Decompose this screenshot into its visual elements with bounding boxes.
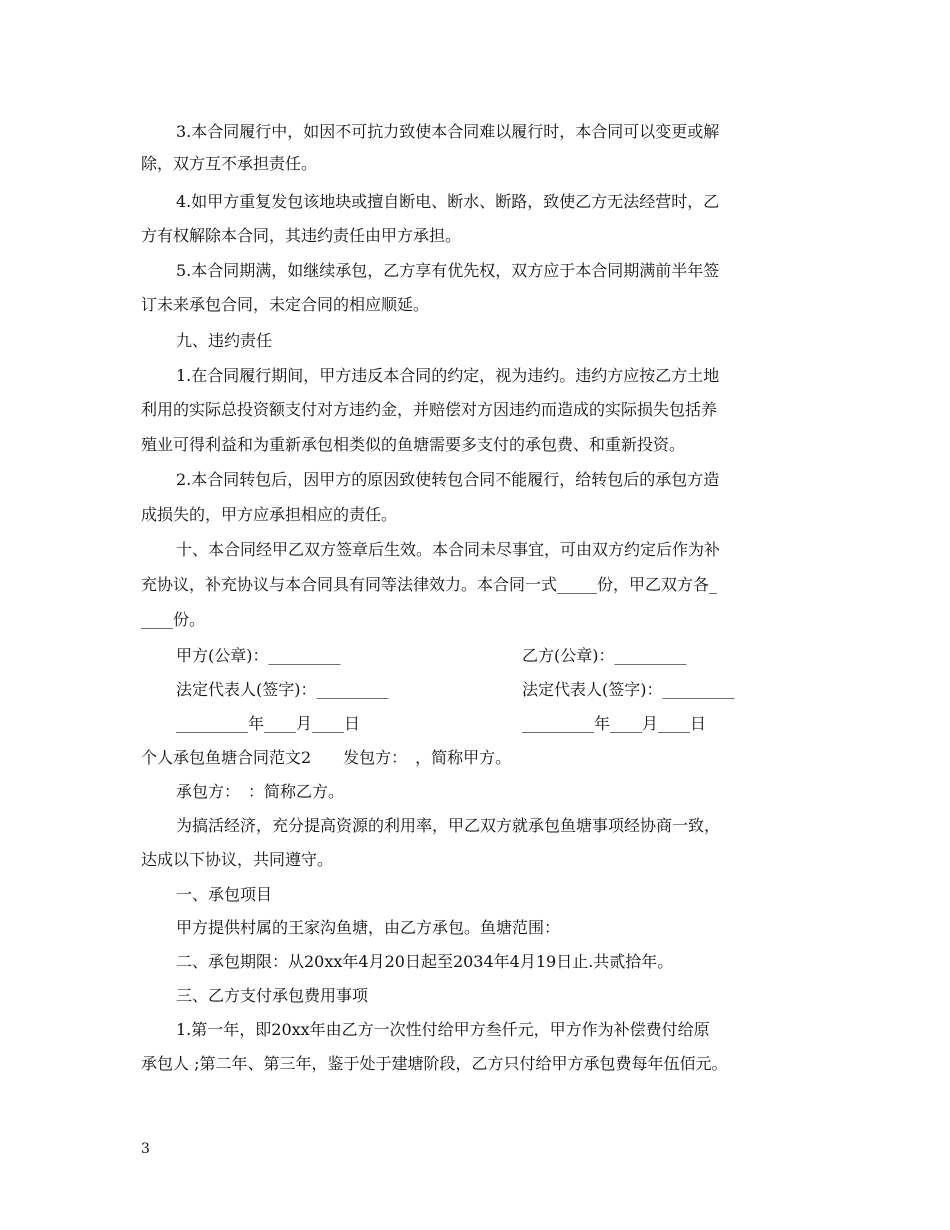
signature-date-b: _________年____月____日 bbox=[522, 714, 707, 733]
contract-2-title: 个人承包鱼塘合同范文2 发包方： ，简称甲方。 bbox=[141, 748, 512, 767]
payment-1-line-2: 承包人 ;第二年、第三年，鉴于处于建塘阶段，乙方只付给甲方承包费每年伍佰元。 bbox=[141, 1054, 728, 1073]
project-description: 甲方提供村属的王家沟鱼塘，由乙方承包。鱼塘范围： bbox=[176, 918, 561, 937]
clause-9-1-line-3: 殖业可得利益和为重新承包相类似的鱼塘需要多支付的承包费、和重新投资。 bbox=[141, 435, 686, 454]
page-number: 3 bbox=[141, 1141, 150, 1157]
clause-8-5-line-2: 订未来承包合同，未定合同的相应顺延。 bbox=[141, 295, 430, 314]
clause-8-3-line-2: 除，双方互不承担责任。 bbox=[141, 154, 318, 173]
clause-9-1-line-2: 利用的实际总投资额支付对方违约金，并赔偿对方因违约而造成的实际损失包括养 bbox=[141, 400, 718, 419]
payment-1-line-1: 1.第一年，即20xx年由乙方一次性付给甲方叁仟元，甲方作为补偿费付给原 bbox=[176, 1020, 710, 1039]
clause-9-2-line-2: 成损失的，甲方应承担相应的责任。 bbox=[141, 505, 398, 524]
section-heading-term: 二、承包期限：从20xx年4月20日起至2034年4月19日止.共贰拾年。 bbox=[176, 952, 674, 971]
preamble-line-1: 为搞活经济，充分提高资源的利用率，甲乙双方就承包鱼塘事项经协商一致， bbox=[176, 816, 721, 835]
signature-party-b: 乙方(公章)：_________ bbox=[522, 646, 687, 665]
clause-8-3-line-1: 3.本合同履行中，如因不可抗力致使本合同难以履行时，本合同可以变更或解 bbox=[176, 122, 720, 141]
signature-date-a: _________年____月____日 bbox=[176, 714, 361, 733]
section-heading-breach: 九、违约责任 bbox=[176, 331, 273, 350]
section-heading-payment: 三、乙方支付承包费用事项 bbox=[176, 986, 369, 1005]
clause-10-line-3: ____份。 bbox=[141, 610, 206, 629]
clause-9-2-line-1: 2.本合同转包后，因甲方的原因致使转包合同不能履行，给转包后的承包方造 bbox=[176, 470, 720, 489]
clause-10-line-1: 十、本合同经甲乙双方签章后生效。本合同未尽事宜，可由双方约定后作为补 bbox=[176, 540, 721, 559]
clause-10-line-2: 充协议，补充协议与本合同具有同等法律效力。本合同一式_____份，甲乙双方各_ bbox=[141, 575, 718, 594]
clause-8-4-line-1: 4.如甲方重复发包该地块或擅自断电、断水、断路，致使乙方无法经营时，乙 bbox=[176, 192, 720, 211]
clause-9-1-line-1: 1.在合同履行期间，甲方违反本合同的约定，视为违约。违约方应按乙方土地 bbox=[176, 366, 720, 385]
clause-8-5-line-1: 5.本合同期满，如继续承包，乙方享有优先权，双方应于本合同期满前半年签 bbox=[176, 261, 720, 280]
clause-8-4-line-2: 方有权解除本合同，其违约责任由甲方承担。 bbox=[141, 226, 462, 245]
signature-rep-b: 法定代表人(签字)：_________ bbox=[522, 680, 735, 699]
section-heading-project: 一、承包项目 bbox=[176, 885, 273, 904]
signature-party-a: 甲方(公章)：_________ bbox=[176, 646, 341, 665]
contractor-line: 承包方： ：简称乙方。 bbox=[176, 782, 345, 801]
signature-rep-a: 法定代表人(签字)：_________ bbox=[176, 680, 389, 699]
preamble-line-2: 达成以下协议，共同遵守。 bbox=[141, 850, 334, 869]
